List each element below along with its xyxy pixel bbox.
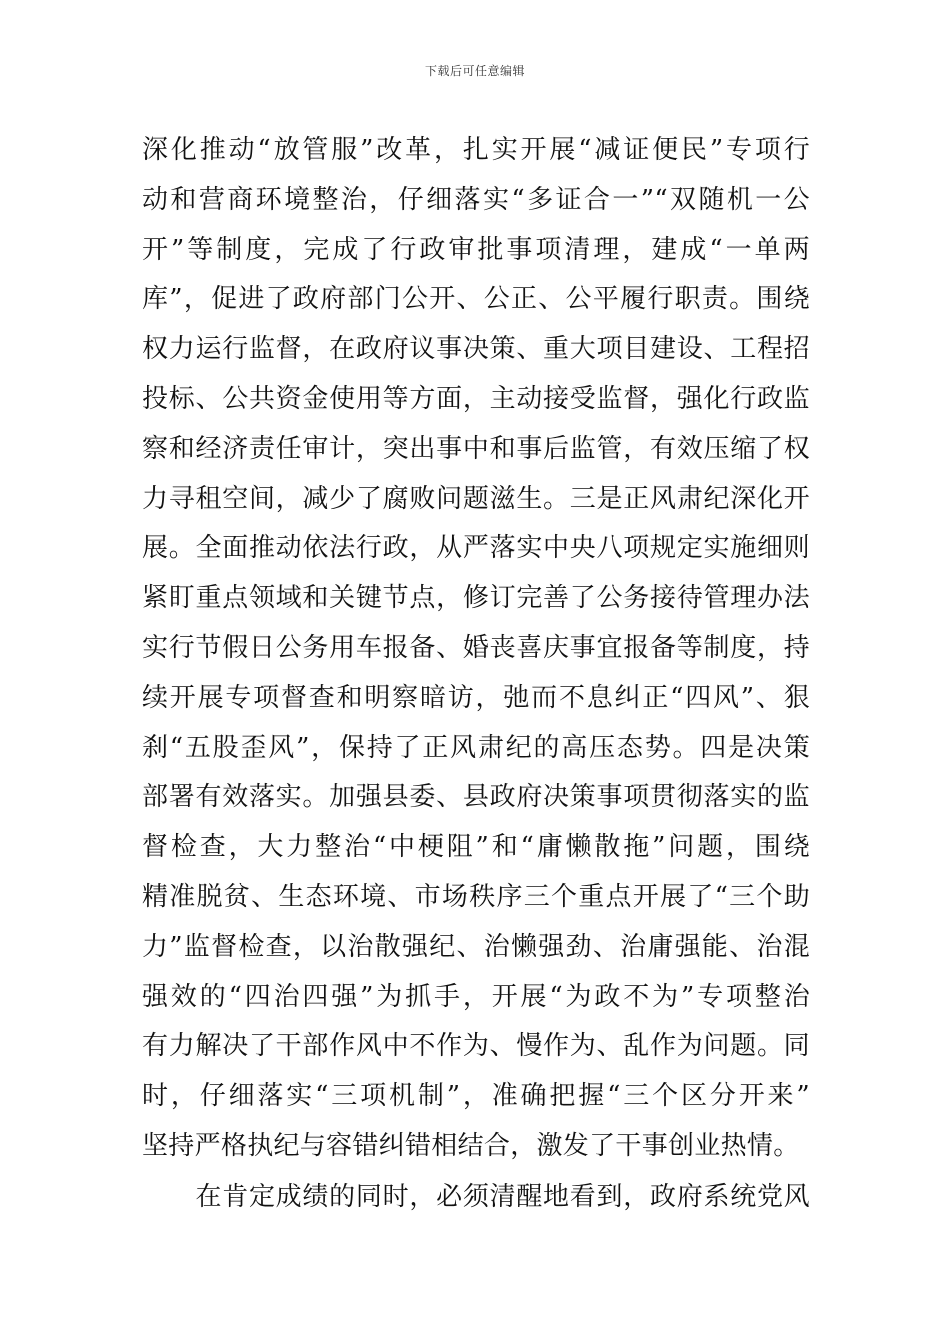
text-line: 时，仔细落实“三项机制”，准确把握“三个区分开来”	[142, 1081, 810, 1112]
text-line: 权力运行监督，在政府议事决策、重大项目建设、工程招	[142, 334, 810, 365]
text-line: 督检查，大力整治“中梗阻”和“庸懒散拖”问题，围绕	[142, 832, 810, 863]
text-line: 力”监督检查，以治散强纪、治懒强劲、治庸强能、治混	[142, 931, 810, 962]
text-line: 部署有效落实。加强县委、县政府决策事项贯彻落实的监	[142, 782, 810, 813]
text-line: 动和营商环境整治，仔细落实“多证合一”“双随机一公	[142, 184, 810, 215]
text-line: 有力解决了干部作风中不作为、慢作为、乱作为问题。同	[142, 1031, 810, 1062]
text-line: 强效的“四治四强”为抓手，开展“为政不为”专项整治	[142, 981, 810, 1012]
text-line: 投标、公共资金使用等方面，主动接受监督，强化行政监	[142, 383, 810, 414]
text-line: 刹“五股歪风”，保持了正风肃纪的高压态势。四是决策	[142, 732, 810, 763]
text-line: 力寻租空间，减少了腐败问题滋生。三是正风肃纪深化开	[142, 483, 810, 514]
text-line: 精准脱贫、生态环境、市场秩序三个重点开展了“三个助	[142, 881, 810, 912]
text-line: 实行节假日公务用车报备、婚丧喜庆事宜报备等制度，持	[142, 632, 810, 663]
text-line: 深化推动“放管服”改革，扎实开展“减证便民”专项行	[142, 135, 810, 165]
text-line: 坚持严格执纪与容错纠错相结合，激发了干事创业热情。	[142, 1130, 800, 1161]
text-line: 展。全面推动依法行政，从严落实中央八项规定实施细则	[142, 533, 810, 564]
text-line: 在肯定成绩的同时，必须清醒地看到，政府系统党风	[142, 1181, 810, 1212]
page-header: 下载后可任意编辑	[424, 64, 525, 78]
document-body	[142, 126, 810, 1223]
text-line: 库”，促进了政府部门公开、公正、公平履行职责。围绕	[142, 284, 810, 315]
text-line: 续开展专项督查和明察暗访，弛而不息纠正“四风”、狠	[142, 682, 810, 713]
text-line: 开”等制度，完成了行政审批事项清理，建成“一单两	[142, 234, 810, 265]
text-line: 察和经济责任审计，突出事中和事后监管，有效压缩了权	[142, 433, 810, 464]
text-line: 紧盯重点领域和关键节点，修订完善了公务接待管理办法	[142, 583, 810, 614]
